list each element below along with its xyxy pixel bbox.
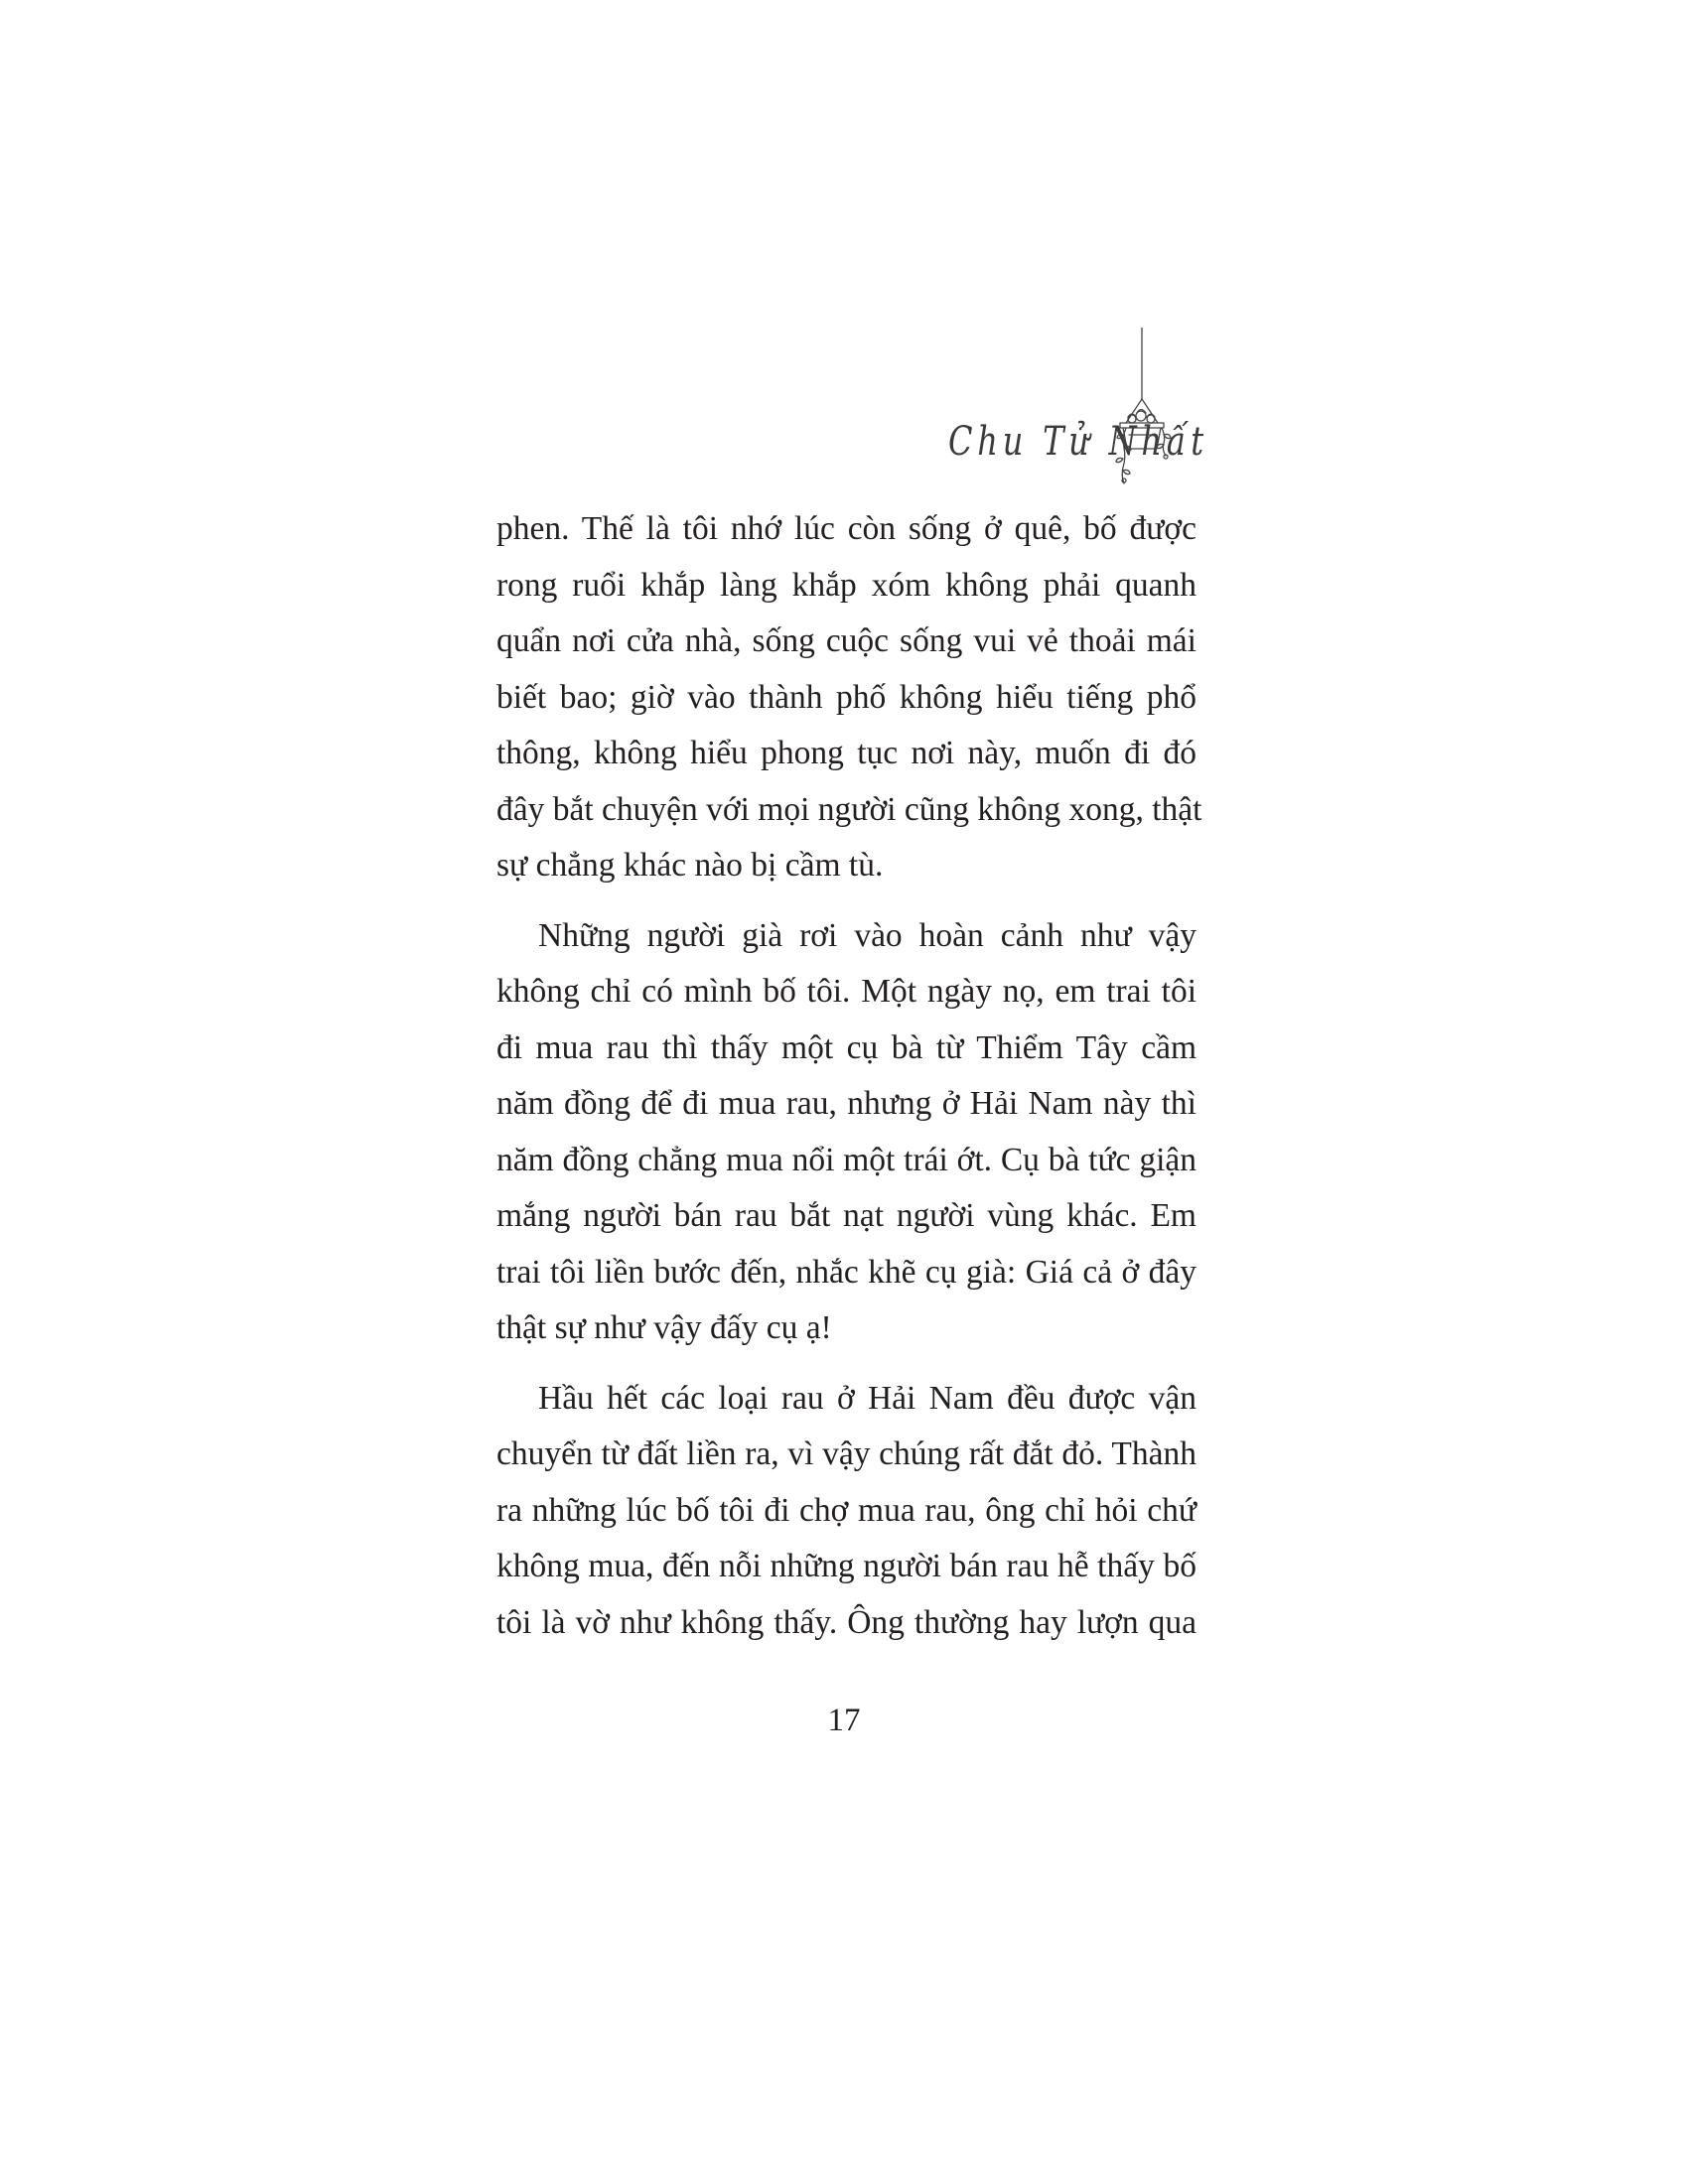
text-line: không mua, đến nỗi những người bán rau hễ thấy bố (496, 1548, 1196, 1584)
text-line: thông, không hiểu phong tục nơi này, muốn đi đó (496, 735, 1196, 771)
text-line: năm đồng chẳng mua nổi một trái ớt. Cụ bà tức giận (496, 1141, 1196, 1178)
text-line: phen. Thế là tôi nhớ lúc còn sống ở quê, bố được (496, 510, 1196, 547)
text-line: đi mua rau thì thấy một cụ bà từ Thiểm Tây cầm (496, 1028, 1196, 1066)
text-line: năm đồng để đi mua rau, nhưng ở Hải Nam này thì (496, 1085, 1196, 1122)
text-line: ra những lúc bố tôi đi chợ mua rau, ông chỉ hỏi chứ (496, 1491, 1196, 1529)
paragraph-1 (496, 501, 1202, 894)
running-header (933, 328, 1208, 496)
text-line: rong ruổi khắp làng khắp xóm không phải quanh (496, 566, 1196, 604)
author-name: Chu Tử Nhất (948, 419, 1208, 465)
paragraph-2 (496, 908, 1196, 1357)
text-line: quẩn nơi cửa nhà, sống cuộc sống vui vẻ thoải mái (496, 622, 1196, 659)
text-line: Hầu hết các loại rau ở Hải Nam đều được vận (538, 1379, 1196, 1417)
text-line: thật sự như vậy đấy cụ ạ! (496, 1309, 832, 1346)
hanging-plant-icon (1112, 328, 1182, 486)
text-line: đây bắt chuyện với mọi người cũng không xong, thật (496, 790, 1202, 828)
page-body (496, 501, 1202, 1665)
text-line: không chỉ có mình bố tôi. Một ngày nọ, em trai tôi (496, 973, 1196, 1010)
text-line: chuyển từ đất liền ra, vì vậy chúng rất đắt đỏ. Thành (496, 1435, 1196, 1472)
text-line: Những người già rơi vào hoàn cảnh như vậy (538, 916, 1196, 954)
text-line: tôi là vờ như không thấy. Ông thường hay lượn qua (496, 1603, 1196, 1641)
paragraph-3 (496, 1371, 1196, 1652)
text-line: sự chẳng khác nào bị cầm tù. (496, 847, 884, 884)
text-line: biết bao; giờ vào thành phố không hiểu tiếng phổ (496, 678, 1196, 716)
text-line: mắng người bán rau bắt nạt người vùng khác. Em (496, 1197, 1196, 1234)
text-line: trai tôi liền bước đến, nhắc khẽ cụ già: Giá cả ở đây (496, 1253, 1196, 1291)
page-number: 17 (827, 1703, 861, 1738)
